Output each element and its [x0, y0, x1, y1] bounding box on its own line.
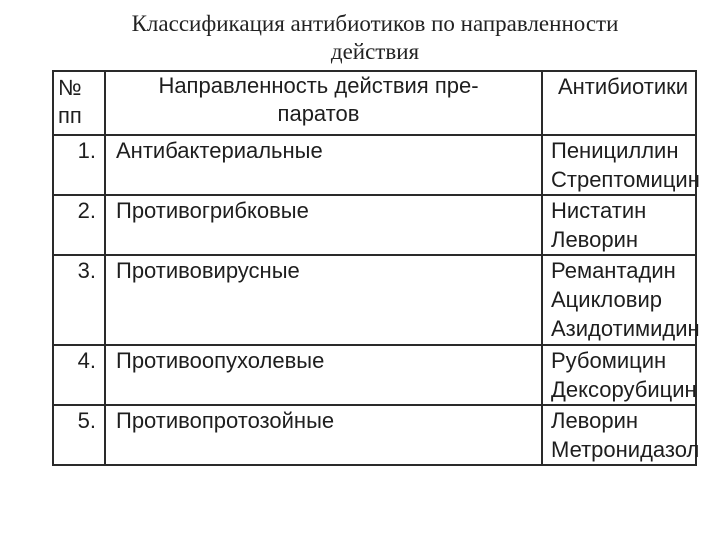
antibiotic-name: Ацикловир	[551, 287, 662, 312]
antibiotic-name: Рубомицин	[551, 348, 667, 373]
table-row	[54, 134, 700, 194]
header-direction-line-2: паратов	[277, 101, 360, 126]
antibiotic-name: Азидотимидин	[551, 316, 700, 341]
header-num	[54, 72, 106, 134]
row-direction: Противопротозойные	[106, 406, 543, 464]
row-direction: Противоопухолевые	[106, 346, 543, 404]
antibiotic-name: Дексорубицин	[551, 377, 697, 402]
header-num-line-2: пп	[58, 103, 82, 128]
table-header-row	[54, 72, 695, 134]
row-num: 3.	[54, 256, 106, 344]
title-line-2: действия	[330, 39, 420, 64]
row-direction: Антибактериальные	[106, 136, 543, 194]
header-num-line-1: №	[58, 75, 82, 100]
row-antibiotics	[543, 136, 700, 194]
table-row	[54, 344, 695, 404]
row-antibiotics	[543, 196, 695, 254]
header-antibiotics: Антибиотики	[557, 74, 689, 99]
row-antibiotics	[543, 256, 700, 344]
table-row	[54, 254, 700, 344]
antibiotic-name: Ремантадин	[551, 258, 676, 283]
row-num: 4.	[54, 346, 106, 404]
header-direction	[106, 72, 543, 134]
row-num: 1.	[54, 136, 106, 194]
row-num: 2.	[54, 196, 106, 254]
row-num: 5.	[54, 406, 106, 464]
row-direction: Противогрибковые	[106, 196, 543, 254]
title-line-1: Классификация антибиотиков по направленности	[131, 11, 619, 36]
antibiotic-name: Стрептомицин	[551, 167, 700, 192]
antibiotic-name: Метронидазол	[551, 437, 700, 462]
row-antibiotics	[543, 406, 700, 464]
antibiotic-name: Пенициллин	[551, 138, 679, 163]
row-direction: Противовирусные	[106, 256, 543, 344]
page-title	[60, 10, 690, 66]
row-antibiotics	[543, 346, 695, 404]
antibiotic-name: Леворин	[551, 408, 639, 433]
antibiotic-name: Леворин	[551, 227, 639, 252]
table-row	[54, 404, 700, 464]
antibiotics-table	[52, 70, 700, 466]
table-row	[54, 194, 695, 254]
header-direction-line-1: Направленность действия пре-	[158, 73, 479, 98]
antibiotic-name: Нистатин	[551, 198, 647, 223]
